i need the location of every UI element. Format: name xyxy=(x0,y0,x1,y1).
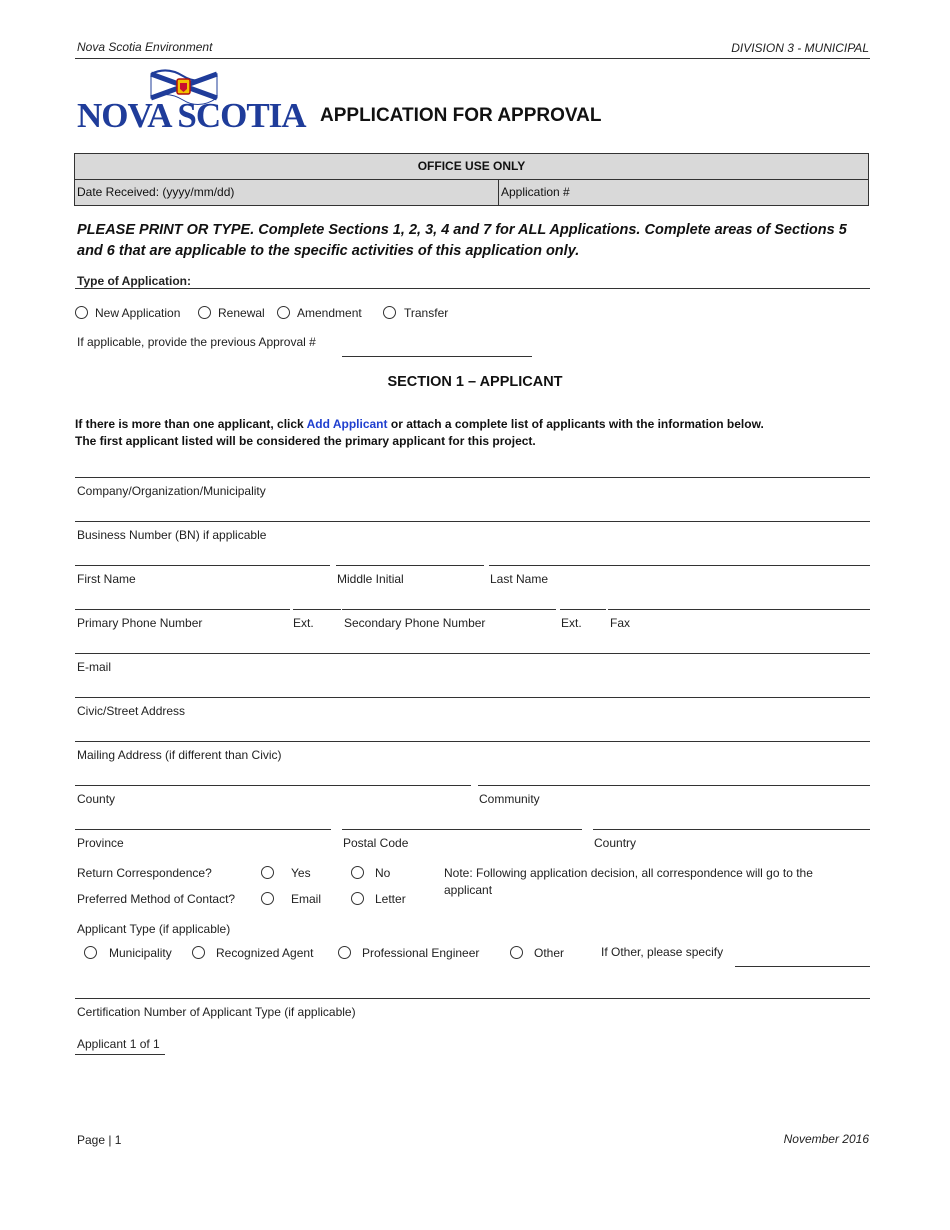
ext1-label: Ext. xyxy=(293,616,314,630)
middle-initial-input[interactable] xyxy=(336,565,484,566)
company-label: Company/Organization/Municipality xyxy=(77,484,266,498)
radio-contact-email[interactable] xyxy=(261,892,274,905)
last-name-input[interactable] xyxy=(489,565,870,566)
radio-municipality[interactable] xyxy=(84,946,97,959)
header-rule xyxy=(75,58,870,59)
fax-label: Fax xyxy=(610,616,631,630)
secondary-phone-input[interactable] xyxy=(342,609,556,610)
option-transfer: Transfer xyxy=(404,306,449,320)
header-division: DIVISION 3 - MUNICIPAL xyxy=(731,41,869,55)
option-municipality: Municipality xyxy=(109,946,172,960)
community-label: Community xyxy=(479,792,540,806)
note-suffix: or attach a complete list of applicants with the information below. xyxy=(390,417,764,431)
postal-input[interactable] xyxy=(342,829,582,830)
other-specify-label: If Other, please specify xyxy=(601,945,724,959)
option-renewal: Renewal xyxy=(218,306,265,320)
community-input[interactable] xyxy=(478,785,870,786)
add-applicant-link[interactable]: Add Applicant xyxy=(306,417,388,431)
email-label: E-mail xyxy=(77,660,112,674)
primary-phone-label: Primary Phone Number xyxy=(77,616,203,630)
radio-recognized-agent[interactable] xyxy=(192,946,205,959)
postal-label: Postal Code xyxy=(343,836,409,850)
applicant-note-line2: The first applicant listed will be considered the primary applicant for this project. xyxy=(75,434,536,448)
ext2-label: Ext. xyxy=(561,616,582,630)
cert-number-input[interactable] xyxy=(75,998,870,999)
country-label: Country xyxy=(594,836,637,850)
last-name-label: Last Name xyxy=(490,572,549,586)
applicant-counter: Applicant 1 of 1 xyxy=(77,1037,160,1051)
ext1-input[interactable] xyxy=(293,609,341,610)
radio-return-no[interactable] xyxy=(351,866,364,879)
county-input[interactable] xyxy=(75,785,471,786)
nova-scotia-logo xyxy=(77,68,307,135)
logo-wordmark: NOVA SCOTIA xyxy=(77,96,306,135)
date-received-field: Date Received: (yyyy/mm/dd) xyxy=(77,185,235,199)
option-other: Other xyxy=(534,946,565,960)
instructions: PLEASE PRINT OR TYPE. Complete Sections 1, 2, 3, 4 and 7 for ALL Applications. Complete areas of Sections 5 and 6 that are applicable to the specific activities of this application only. xyxy=(77,222,847,259)
previous-approval-label: If applicable, provide the previous Approval # xyxy=(77,335,316,349)
option-yes: Yes xyxy=(291,866,311,880)
radio-other[interactable] xyxy=(510,946,523,959)
ext2-input[interactable] xyxy=(560,609,606,610)
other-specify-input[interactable] xyxy=(735,966,870,967)
applicant-counter-underline xyxy=(75,1054,165,1055)
bn-input[interactable] xyxy=(75,521,870,522)
option-amendment: Amendment xyxy=(297,306,362,320)
province-input[interactable] xyxy=(75,829,331,830)
country-input[interactable] xyxy=(593,829,870,830)
return-correspondence-label: Return Correspondence? xyxy=(77,866,212,880)
preferred-contact-label: Preferred Method of Contact? xyxy=(77,892,236,906)
first-name-label: First Name xyxy=(77,572,136,586)
county-label: County xyxy=(77,792,116,806)
email-input[interactable] xyxy=(75,653,870,654)
header-agency: Nova Scotia Environment xyxy=(77,40,213,54)
page-number: Page | 1 xyxy=(77,1133,122,1147)
option-professional-engineer: Professional Engineer xyxy=(362,946,480,960)
middle-initial-label: Middle Initial xyxy=(337,572,404,586)
previous-approval-input[interactable] xyxy=(342,356,532,357)
secondary-phone-label: Secondary Phone Number xyxy=(344,616,486,630)
company-input[interactable] xyxy=(75,477,870,478)
mailing-label: Mailing Address (if different than Civic) xyxy=(77,748,282,762)
office-use-heading: OFFICE USE ONLY xyxy=(75,154,868,180)
fax-input[interactable] xyxy=(608,609,870,610)
applicant-note-line1 xyxy=(75,417,764,431)
civic-label: Civic/Street Address xyxy=(77,704,186,718)
province-label: Province xyxy=(77,836,124,850)
option-recognized-agent: Recognized Agent xyxy=(216,946,314,960)
radio-amendment[interactable] xyxy=(277,306,290,319)
divider xyxy=(75,288,870,289)
page-title: APPLICATION FOR APPROVAL xyxy=(320,105,602,126)
radio-contact-letter[interactable] xyxy=(351,892,364,905)
radio-renewal[interactable] xyxy=(198,306,211,319)
option-letter: Letter xyxy=(375,892,406,906)
footer-date: November 2016 xyxy=(783,1132,869,1146)
note-prefix: If there is more than one applicant, click xyxy=(75,417,304,431)
radio-new-application[interactable] xyxy=(75,306,88,319)
first-name-input[interactable] xyxy=(75,565,330,566)
application-number-field: Application # xyxy=(501,185,570,199)
radio-professional-engineer[interactable] xyxy=(338,946,351,959)
mailing-input[interactable] xyxy=(75,741,870,742)
civic-input[interactable] xyxy=(75,697,870,698)
correspondence-note: Note: Following application decision, all correspondence will go to the applicant xyxy=(444,866,813,897)
type-of-application-label: Type of Application: xyxy=(77,274,191,288)
option-no: No xyxy=(375,866,391,880)
option-new-application: New Application xyxy=(95,306,181,320)
bn-label: Business Number (BN) if applicable xyxy=(77,528,267,542)
applicant-type-label: Applicant Type (if applicable) xyxy=(77,922,231,936)
office-use-box xyxy=(74,153,869,206)
primary-phone-input[interactable] xyxy=(75,609,290,610)
section-1-title: SECTION 1 – APPLICANT xyxy=(387,374,563,390)
cert-number-label: Certification Number of Applicant Type (if applicable) xyxy=(77,1005,356,1019)
radio-transfer[interactable] xyxy=(383,306,396,319)
radio-return-yes[interactable] xyxy=(261,866,274,879)
option-email: Email xyxy=(291,892,322,906)
